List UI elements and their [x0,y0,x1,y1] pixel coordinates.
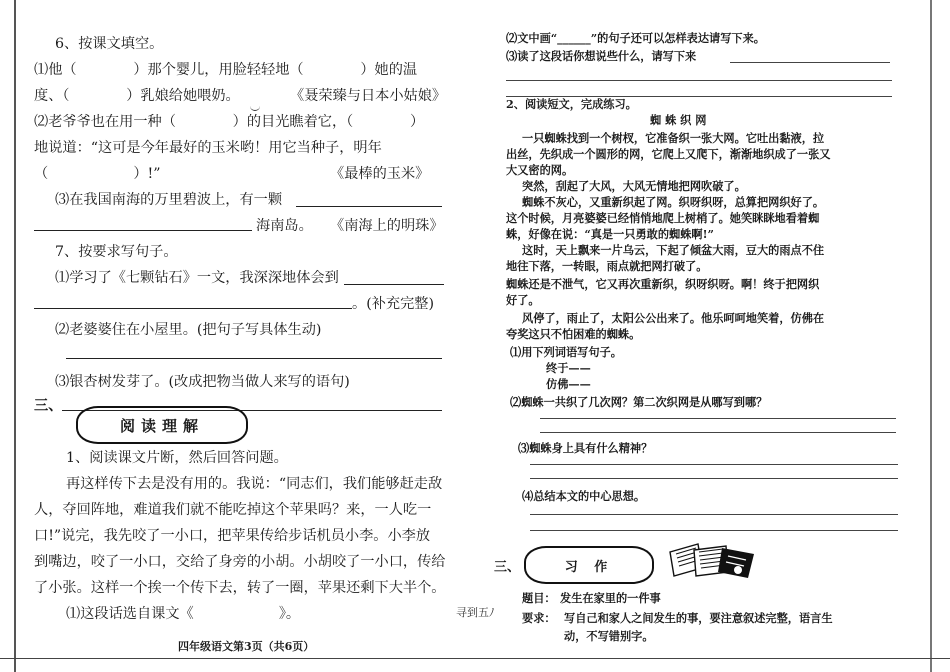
story-q3-answer-line[interactable] [530,478,898,479]
section3-label-left: 三、 [34,398,63,414]
q7-item1-line1: ⑴学习了《七颗钻石》一文，我深深地体会到 [55,270,339,286]
passage-line: 口!”说完，我先咬了一小口，把苹果传给步话机员小李。小李放 [34,528,431,544]
q6-item2-source: 《最棒的玉米》 [330,166,430,182]
center-text-fragment: 寻到五ﾉ [456,606,495,619]
r1-q2: ⑵文中画“______”的句子还可以怎样表达请写下来。 [506,31,765,45]
requirement-line1: 写自己和家人之间发生的事，要注意叙述完整，语言生 [564,611,833,625]
story-line: 突然，刮起了大风，大风无情地把网吹破了。 [522,179,746,193]
r2-title: 2、阅读短文，完成练习。 [506,97,637,111]
q6-item1-source: 《聂荣臻与日本小姑娘》 [290,88,447,104]
story-line: 地往下落，一转眼，雨点就把网打破了。 [506,259,708,273]
passage-line: 到嘴边，咬了一小口，交给了身旁的小胡。小胡咬了一小口，传给 [34,554,446,570]
story-line: 蜘蛛不灰心，又重新织起了网。织呀织呀，总算把网织好了。 [522,195,825,209]
r1-q3: ⑶读了这段话你想说些什么，请写下来 [506,49,697,63]
newspaper-illustration-icon [668,542,760,580]
reading-comprehension-banner: 阅读理解 [76,406,248,444]
q6-item3-source: 《南海上的明珠》 [330,218,444,234]
q6-item2-line2: 地说道：“这可是今年最好的玉米哟！用它当种子，明年 [34,140,382,156]
q6-title: 6、按课文填空。 [55,36,164,52]
writing-banner: 习 作 [524,546,654,584]
q6-item1-line2: 度、（ ）乳娘给她喂奶。 [34,88,240,104]
passage-line: 再这样传下去是没有用的。我说：“同志们，我们能够赶走敌 [66,476,443,492]
story-line: 蛛，好像在说：“真是一只勇敢的蜘蛛啊!” [506,227,714,241]
passage-line: 人，夺回阵地，难道我们就不能吃掉这个苹果吗？来，一人吃一 [34,502,432,518]
story-line: 风停了，雨止了，太阳公公出来了。他乐呵呵地笑着，仿佛在 [522,311,825,325]
requirement-line2: 动，不写错别字。 [564,629,654,643]
q7-item1-blank2[interactable] [34,308,352,309]
page-border-bottom [0,658,950,659]
story-q1-word2: 仿佛—— [546,377,591,391]
q7-item2: ⑵老婆婆住在小屋里。(把句子写具体生动) [55,322,322,338]
q6-item2-line1: ⑵老爷爷也在用一种（ ）的目光瞧着它，（ ） [34,114,425,130]
answer-mark [250,104,260,111]
story-q1-word1: 终于—— [546,361,591,375]
story-line: 一只蜘蛛找到一个树杈，它准备织一张大网。它吐出黏液，拉 [522,131,825,145]
page-footer: 四年级语文第3页（共6页） [178,640,315,653]
story-q4-answer-line[interactable] [530,514,898,515]
r1-q3-answer-line[interactable] [506,80,892,81]
story-line: 好了。 [506,293,540,307]
q7-item2-answer-line[interactable] [66,358,442,359]
story-q2: ⑵蜘蛛一共织了几次网？第二次织网是从哪写到哪？ [510,395,768,409]
story-q4-answer-line[interactable] [530,530,898,531]
q6-item3-blank1[interactable] [296,206,442,207]
story-q3: ⑶蜘蛛身上具有什么精神？ [518,441,653,455]
page-border-right [930,0,932,672]
q7-item3: ⑶银杏树发芽了。(改成把物当做人来写的语句) [55,374,350,390]
q6-item1-line1: ⑴他（ ）那个婴儿，用脸轻轻地（ ）她的温 [34,62,418,78]
q7-item1-blank1[interactable] [344,284,444,285]
r1-title: 1、阅读课文片断，然后回答问题。 [66,450,288,466]
story-q1: ⑴用下列词语写句子。 [510,345,622,359]
topic-text: 发生在家里的一件事 [560,591,661,605]
story-line: 这时，天上飘来一片乌云，下起了倾盆大雨，豆大的雨点不住 [522,243,825,257]
story-q2-answer-line[interactable] [540,418,896,419]
passage-line: 了小张。这样一个挨一个传下去，转了一圈，苹果还剩下大半个。 [34,580,446,596]
section3-label-right: 三、 [494,560,521,575]
story-q2-answer-line[interactable] [540,432,896,433]
story-line: 出丝，先织成一个圆形的网，它爬上又爬下，渐渐地织成了一张又 [506,147,831,161]
q6-item3-blank2[interactable] [34,230,252,231]
requirement-label: 要求： [522,611,556,625]
r1-q1: ⑴这段话选自课文《 》。 [66,606,301,622]
q7-item1-line2: 。(补充完整) [352,296,435,312]
q6-item3-line2: 海南岛。 [256,218,313,234]
story-title: 蜘 蛛 织 网 [650,113,707,127]
story-line: 夸奖这只不怕困难的蜘蛛。 [506,327,641,341]
r1-q3-blank[interactable] [730,62,890,63]
story-line: 蜘蛛还是不泄气，它又再次重新织，织呀织呀。啊！终于把网织 [506,277,820,291]
q6-item3-line1: ⑶在我国南海的万里碧波上，有一颗 [55,192,283,208]
story-q3-answer-line[interactable] [530,464,898,465]
q7-title: 7、按要求写句子。 [55,244,178,260]
story-q4: ⑷总结本文的中心思想。 [522,489,646,503]
page-border-left [14,0,16,672]
topic-label: 题目： [522,591,556,605]
story-line: 大又密的网。 [506,163,574,177]
story-line: 这个时候，月亮婆婆已经悄悄地爬上树梢了。她笑眯眯地看着蜘 [506,211,820,225]
q6-item2-line3: （ ）!” [34,166,161,182]
